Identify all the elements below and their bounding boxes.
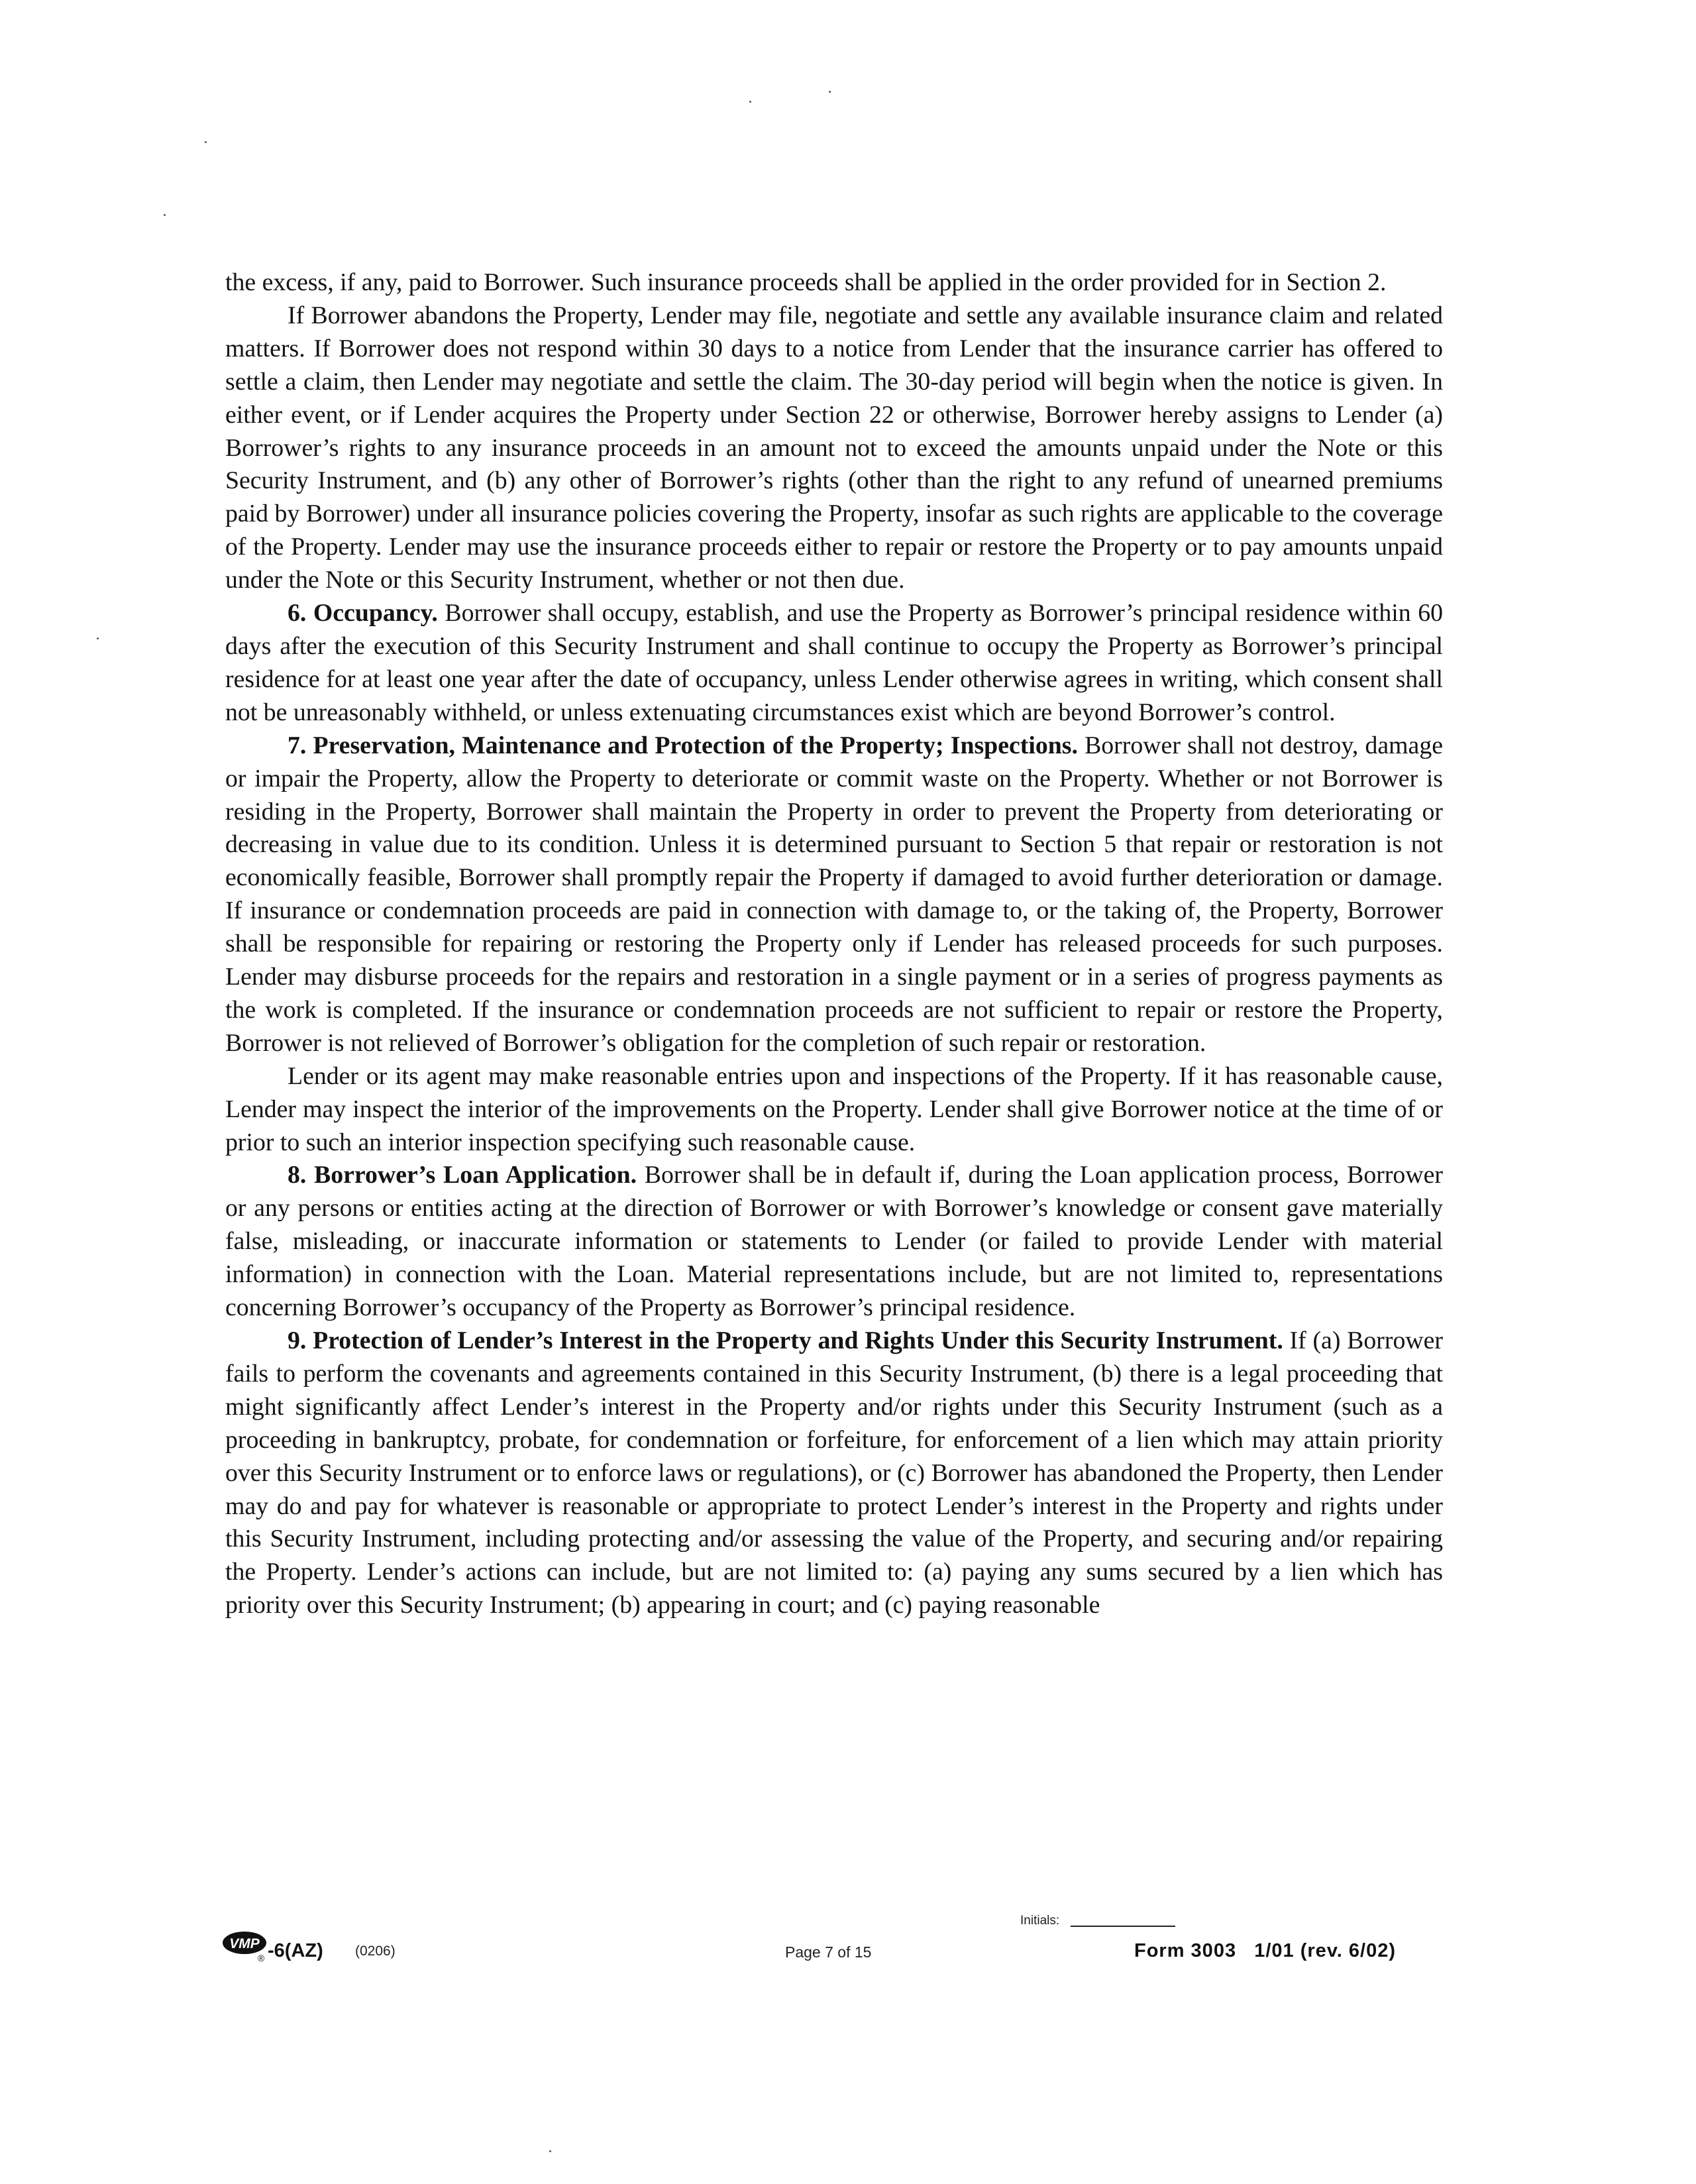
scan-speck [549,2150,551,2152]
vmp-logo-icon [221,1928,269,1963]
scan-speck [164,214,166,216]
scan-speck [205,141,207,143]
paragraph [225,300,1443,597]
paragraph [225,1159,1443,1325]
scan-speck [829,91,831,93]
initials-field[interactable] [1071,1926,1175,1927]
paragraph [225,1325,1443,1622]
scan-speck [749,101,751,103]
form-number: Form 3003 1/01 (rev. 6/02) [1134,1940,1397,1961]
paragraph-text: Lender or its agent may make reasonable entries upon and inspections of the Property. If it has reasonable cause, Lender may inspect the interior of the improvements on the Property. Lender shall give Borrower notice at the time of or prior to such an interior inspection specifying such reasonable cause. [225,1062,1443,1156]
registered-mark: ® [257,1953,265,1963]
paragraph-text: If (a) Borrower fails to perform the covenants and agreements contained in this Security Instrument, (b) there is a legal proceeding that might significantly affect Lender’s interest in the Property and/or rights under this Security Instrument (such as a proceeding in bankruptcy, probate, for condemnation or forfeiture, for enforcement of a lien which may attain priority over this Security Instrument or to enforce laws or regulations), or (c) Borrower has abandoned the Property, then Lender may do and pay for whatever is reasonable or appropriate to protect Lender’s interest in the Property and rights under this Security Instrument, including protecting and/or assessing the value of the Property, and securing and/or repairing the Property. Lender’s actions can include, but are not limited to: (a) paying any sums secured by a lien which has priority over this Security Instrument; (b) appearing in court; and (c) paying reasonable [225,1327,1444,1619]
paragraph-text: If Borrower abandons the Property, Lender may file, negotiate and settle any available insurance claim and related matters. If Borrower does not respond within 30 days to a notice from Lender that the insurance carrier has offered to settle a claim, then Lender may negotiate and settle the claim. The 30-day period will begin when the notice is given. In either event, or if Lender acquires the Property under Section 22 or otherwise, Borrower hereby assigns to Lender (a) Borrower’s rights to any insurance proceeds in an amount not to exceed the amounts unpaid under the Note or this Security Instrument, and (b) any other of Borrower’s rights (other than the right to any refund of unearned premiums paid by Borrower) under all insurance policies covering the Property, insofar as such rights are applicable to the coverage of the Property. Lender may use the insurance proceeds either to repair or restore the Property or to pay amounts unpaid under the Note or this Security Instrument, whether or not then due. [225,301,1443,594]
paragraph-text: Borrower shall not destroy, damage or impair the Property, allow the Property to deteriorate or commit waste on the Property. Whether or not Borrower is residing in the Property, Borrower shall maintain the Property in order to prevent the Property from deteriorating or decreasing in value due to its condition. Unless it is determined pursuant to Section 5 that repair or restoration is not economically feasible, Borrower shall promptly repair the Property if damaged to avoid further deterioration or damage. If insurance or condemnation proceeds are paid in connection with damage to, or the taking of, the Property, Borrower shall be responsible for repairing or restoring the Property only if Lender has released proceeds for such purposes. Lender may disburse proceeds for the repairs and restoration in a single payment or in a series of progress payments as the work is completed. If the insurance or condemnation proceeds are not sufficient to repair or restore the Property, Borrower is not relieved of Borrower’s obligation for the completion of such repair or restoration. [225,731,1443,1057]
paragraph-heading: 7. Preservation, Maintenance and Protection of the Property; Inspections. [288,731,1078,759]
form-revision-code: (0206) [355,1943,396,1959]
scan-speck [97,637,99,639]
paragraph [225,1060,1443,1160]
paragraph-heading: 9. Protection of Lender’s Interest in the Property and Rights Under this Security Instrument. [288,1327,1283,1354]
document-body [225,266,1443,1622]
paragraph [225,597,1443,730]
paragraph-heading: 8. Borrower’s Loan Application. [288,1161,637,1189]
paragraph [225,266,1443,300]
paragraph-heading: 6. Occupancy. [288,599,438,628]
page-number: Page 7 of 15 [785,1943,872,1961]
initials-label: Initials: [1020,1914,1060,1928]
paragraph-text: the excess, if any, paid to Borrower. Such insurance proceeds shall be applied in the order provided for in Section 2. [225,268,1387,296]
paragraph-text: Borrower shall be in default if, during the Loan application process, Borrower or any persons or entities acting at the direction of Borrower or with Borrower’s knowledge or consent gave materially false, misleading, or inaccurate information or statements to Lender (or failed to provide Lender with material information) in connection with the Loan. Material representations include, but are not limited to, representations concerning Borrower’s occupancy of the Property as Borrower’s principal residence. [225,1161,1443,1322]
form-code: -6(AZ) [268,1940,323,1961]
page-footer [0,1908,1696,1975]
paragraph [225,730,1443,1060]
logo-text: VMP [229,1936,260,1951]
paragraph-text: Borrower shall occupy, establish, and use the Property as Borrower’s principal residence within 60 days after the execution of this Security Instrument and shall continue to occupy the Property as Borrower’s principal residence for at least one year after the date of occupancy, unless Lender otherwise agrees in writing, which consent shall not be unreasonably withheld, or unless extenuating circumstances exist which are beyond Borrower’s control. [225,599,1443,726]
